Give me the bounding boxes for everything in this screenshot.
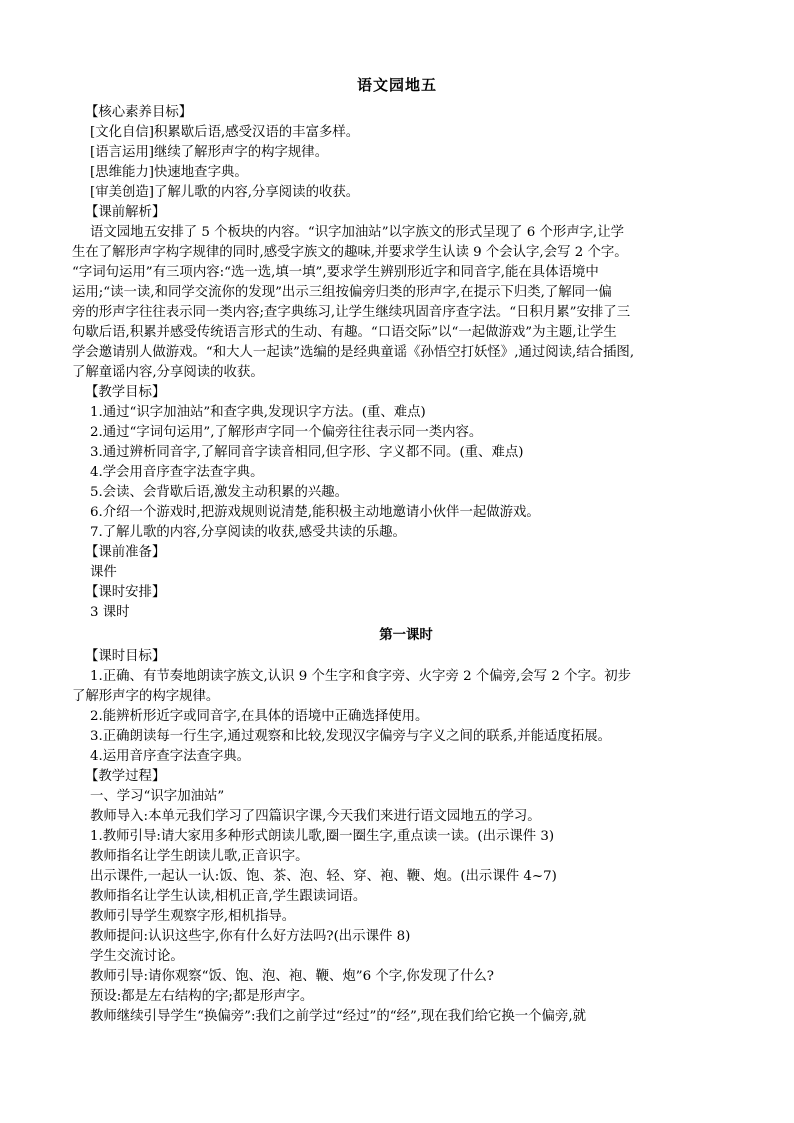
- analysis-line: “字词句运用”有三项内容:“选一选,填一填”,要求学生辨别形近字和同音字,能在具体语境中: [72, 265, 599, 280]
- process-line: 教师引导:请你观察“饭、饱、泡、袍、鞭、炮”6 个字,你发现了什么?: [90, 969, 494, 984]
- process-line: 预设:都是左右结构的字;都是形声字。: [90, 989, 314, 1004]
- process-line: 学生交流讨论。: [90, 949, 184, 964]
- core-goal-item: [文化自信]积累歇后语,感受汉语的丰富多样。: [90, 125, 360, 140]
- analysis-line: 句歇后语,积累并感受传统语言形式的生动、有趣。“口语交际”以“一起做游戏”为主题,让学生: [72, 325, 617, 340]
- teaching-goal-item: 4.学会用音序查字法查字典。: [90, 465, 264, 480]
- section-heading-lesson-goals: 【课时目标】: [85, 649, 166, 664]
- process-line: 教师导入:本单元我们学习了四篇识字课,今天我们来进行语文园地五的学习。: [90, 809, 541, 824]
- lesson-goal-line: 2.能辨析形近字或同音字,在具体的语境中正确选择使用。: [90, 709, 429, 724]
- teaching-goal-item: 1.通过“识字加油站”和查字典,发现识字方法。(重、难点): [90, 405, 426, 420]
- process-line: 教师指名让学生朗读儿歌,正音识字。: [90, 849, 309, 864]
- teaching-goal-item: 2.通过“字词句运用”,了解形声字同一个偏旁往往表示同一类内容。: [90, 425, 483, 440]
- teaching-goal-item: 3.通过辨析同音字,了解同音字读音相同,但字形、字义都不同。(重、难点): [90, 445, 524, 460]
- section-heading-core-goals: 【核心素养目标】: [85, 105, 193, 120]
- analysis-line: 语文园地五安排了 5 个板块的内容。“识字加油站”以字族文的形式呈现了 6 个形声字,让学: [90, 225, 625, 240]
- preparation-text: 课件: [90, 565, 117, 580]
- section-heading-schedule: 【课时安排】: [85, 585, 166, 600]
- process-line: 教师提问:认识这些字,你有什么好方法吗?(出示课件 8): [90, 929, 411, 944]
- section-heading-process: 【教学过程】: [85, 769, 166, 784]
- analysis-line: 旁的形声字往往表示同一类内容;查字典练习,让学生继续巩固音序查字法。“日积月累”安排了三: [72, 305, 631, 320]
- page-title: 语文园地五: [356, 76, 437, 94]
- core-goal-item: [思维能力]快速地查字典。: [90, 165, 248, 180]
- process-line: 教师继续引导学生“换偏旁”:我们之前学过“经过”的“经”,现在我们给它换一个偏旁,就: [90, 1009, 586, 1024]
- analysis-line: 了解童谣内容,分享阅读的收获。: [72, 365, 264, 380]
- teaching-goal-item: 5.会读、会背歇后语,激发主动积累的兴趣。: [90, 485, 349, 500]
- analysis-line: 运用;“读一读,和同学交流你的发现”出示三组按偏旁归类的形声字,在提示下归类,了解同一偏: [72, 285, 612, 300]
- teaching-goal-item: 6.介绍一个游戏时,把游戏规则说清楚,能积极主动地邀请小伙伴一起做游戏。: [90, 505, 540, 520]
- lesson-goal-line: 1.正确、有节奏地朗读字族文,认识 9 个生字和食字旁、火字旁 2 个偏旁,会写 2 个字。初步: [90, 669, 632, 684]
- lesson-goal-line: 3.正确朗读每一行生字,通过观察和比较,发现汉字偏旁与字义之间的联系,并能适度拓展。: [90, 729, 611, 744]
- process-line: 教师指名让学生认读,相机正音,学生跟读词语。: [90, 889, 367, 904]
- lesson-title: 第一课时: [379, 627, 433, 643]
- analysis-line: 学会邀请别人做游戏。“和大人一起读”选编的是经典童谣《孙悟空打妖怪》,通过阅读,结合插图,: [72, 345, 635, 360]
- section-heading-preparation: 【课前准备】: [85, 545, 166, 560]
- process-line: 教师引导学生观察字形,相机指导。: [90, 909, 296, 924]
- teaching-goal-item: 7.了解儿歌的内容,分享阅读的收获,感受共读的乐趣。: [90, 525, 406, 540]
- core-goal-item: [审美创造]了解儿歌的内容,分享阅读的收获。: [90, 185, 360, 200]
- document-body: [72, 103, 740, 1027]
- process-line: 1.教师引导:请大家用多种形式朗读儿歌,圈一圈生字,重点读一读。(出示课件 3): [90, 829, 555, 844]
- analysis-line: 生在了解形声字构字规律的同时,感受字族文的趣味,并要求学生认读 9 个会认字,会写 2 个字。: [72, 245, 628, 260]
- process-line: 一、学习“识字加油站”: [90, 789, 225, 804]
- process-line: 出示课件,一起认一认:饭、饱、茶、泡、轻、穿、袍、鞭、炮。(出示课件 4~7): [90, 869, 557, 884]
- section-heading-teaching-goals: 【教学目标】: [85, 385, 166, 400]
- core-goal-item: [语言运用]继续了解形声字的构字规律。: [90, 145, 329, 160]
- lesson-goal-line: 4.运用音序查字法查字典。: [90, 749, 251, 764]
- schedule-text: 3 课时: [90, 605, 130, 620]
- lesson-goal-line: 了解形声字的构字规律。: [72, 689, 220, 704]
- section-heading-analysis: 【课前解析】: [85, 205, 166, 220]
